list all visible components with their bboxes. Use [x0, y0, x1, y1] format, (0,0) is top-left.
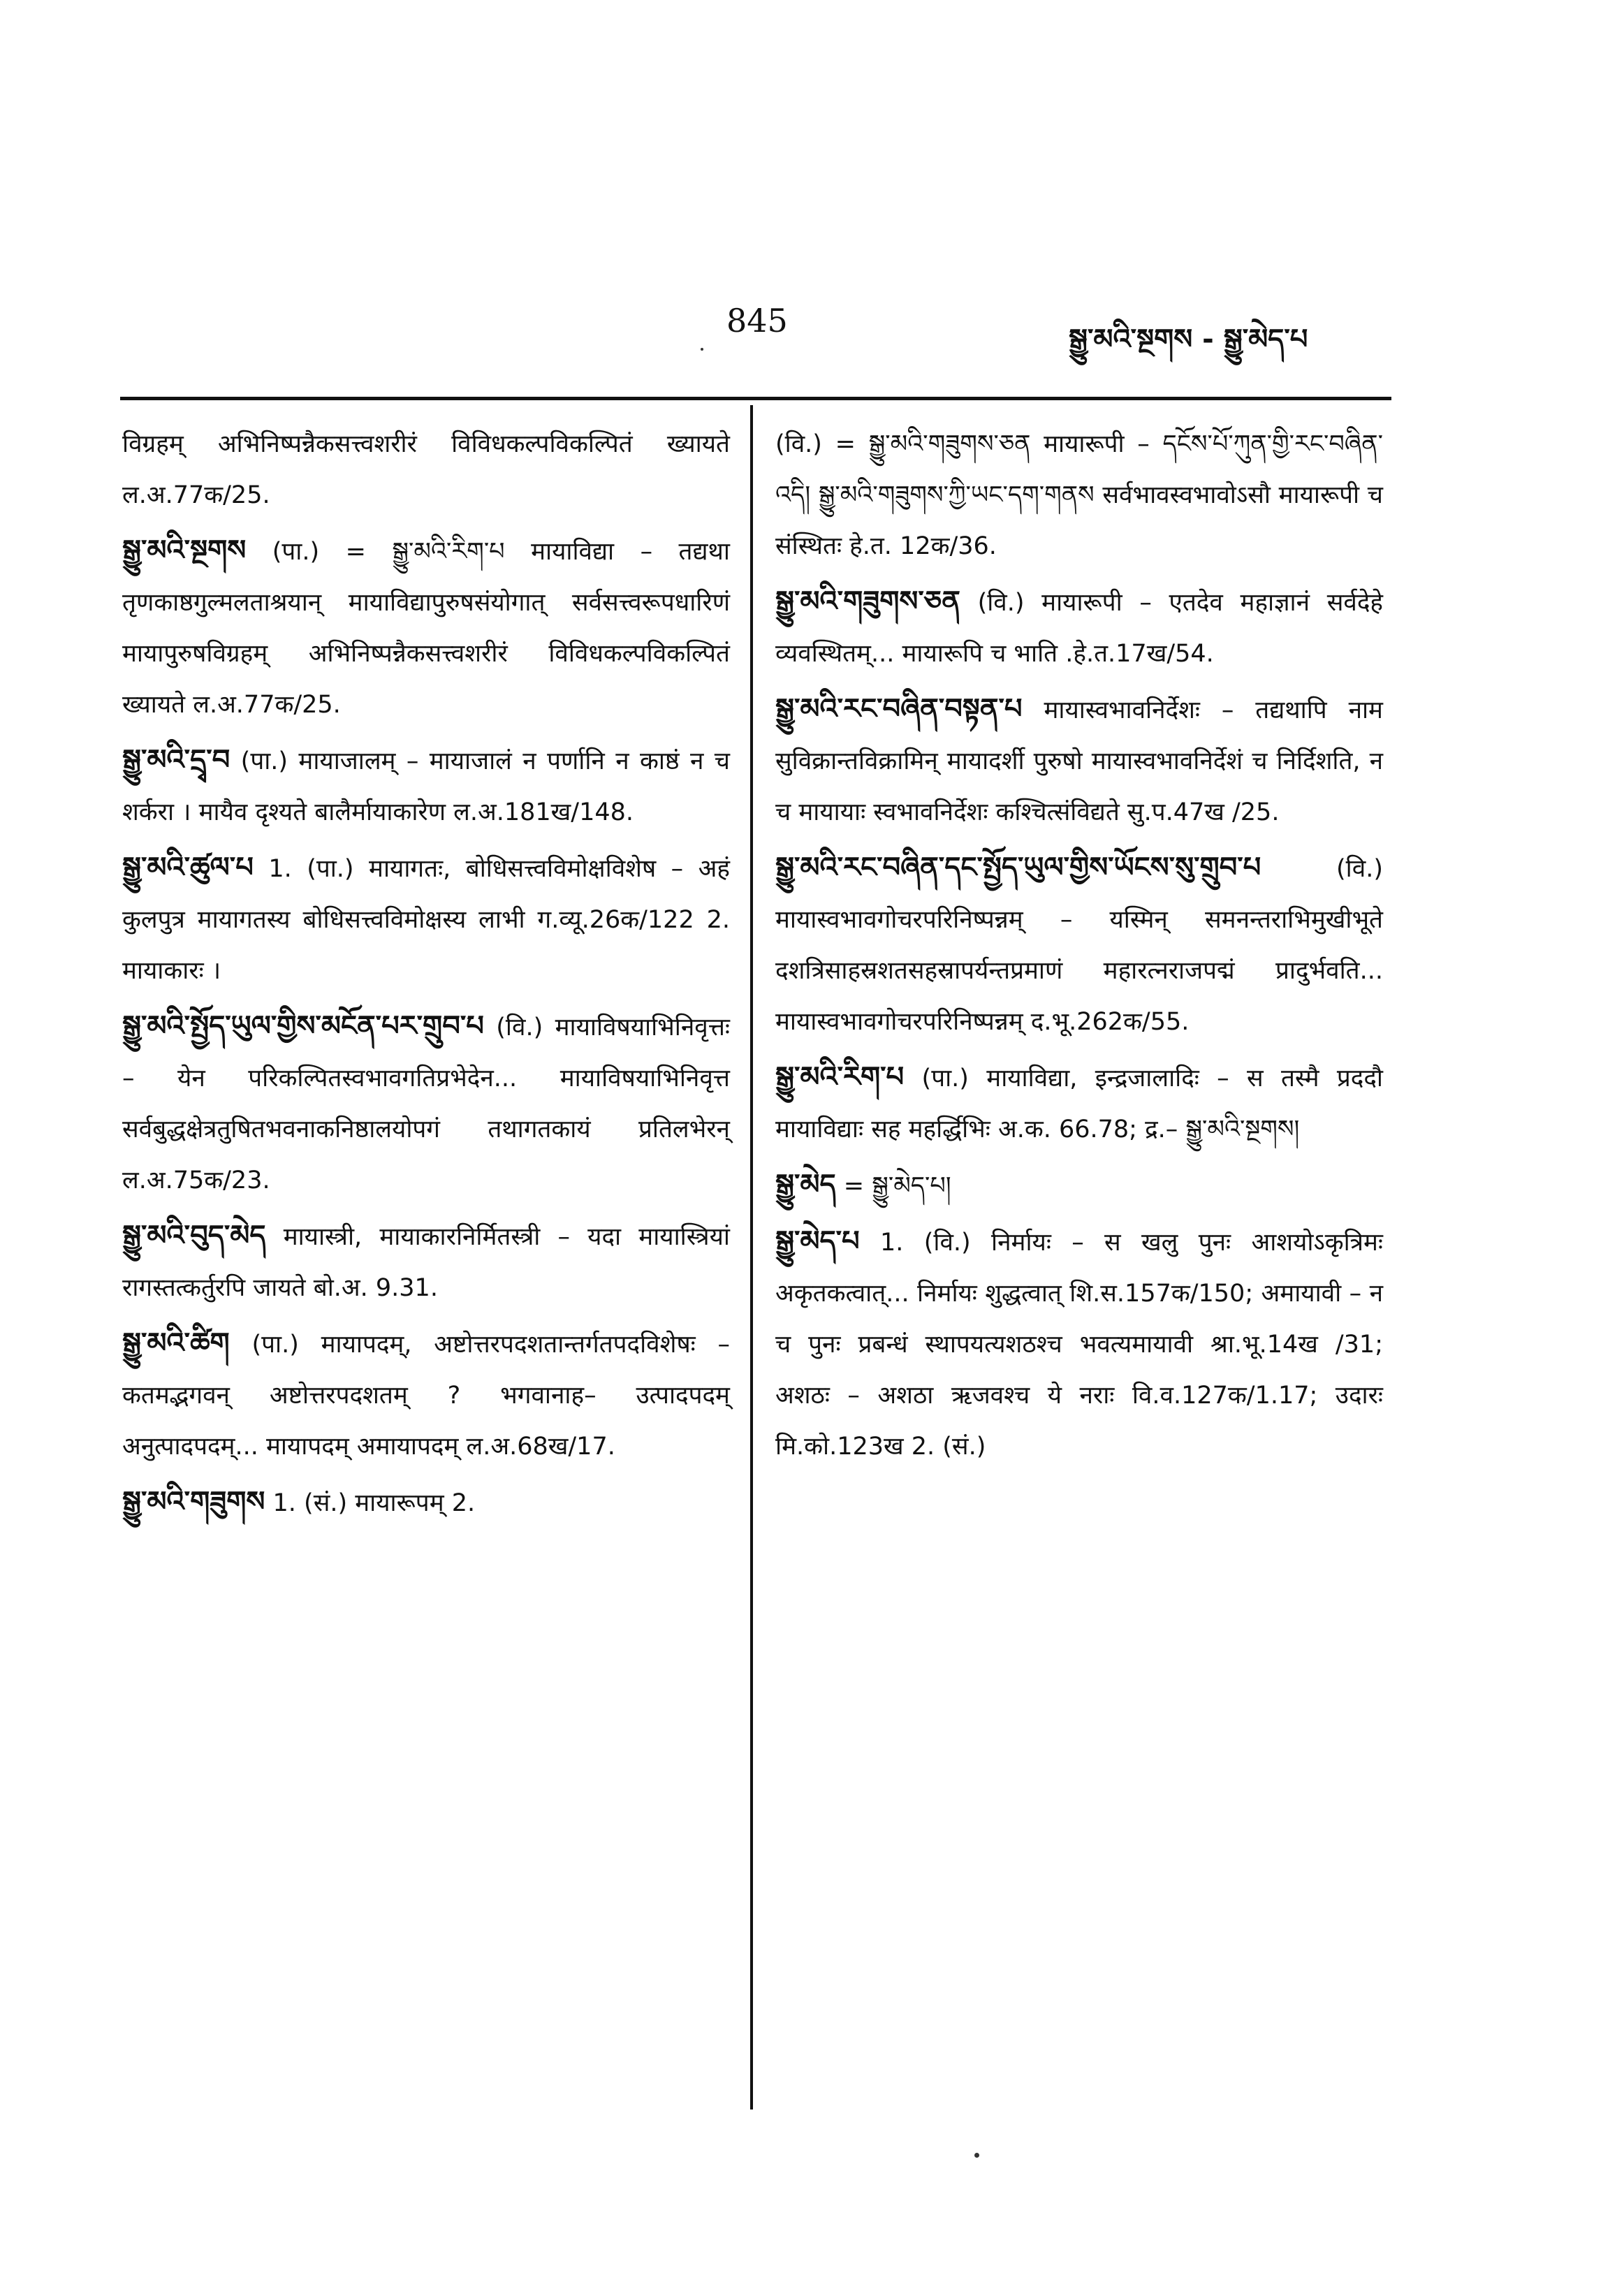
entry-headword: སྒྱུ་མེད་པ [775, 1225, 860, 1257]
entry-text: (पा.) = སྒྱུ་མའི་རིག་པ मायाविद्या – तद्यथा तृणकाष्ठगुल्मलताश्रयान् मायाविद्यापुरुषसंयोगात् सर्वसत्त्वरूपधारिणं मायापुरुषविग्रहम् अभिनिष्पन्नैकसत्त्वशरीरं विविधकल्पविकल्पितं ख्यायते ल.अ.77क/25. [122, 538, 730, 719]
dictionary-entry [122, 1477, 730, 1529]
entry-headword: སྒྱུ་མའི་རང་བཞིན་བསྟན་པ [775, 693, 1023, 725]
top-mark [701, 348, 703, 351]
entry-headword: སྒྱུ་མའི་རང་བཞིན་དང་སྤྱོད་ཡུལ་གྱིས་ཡོངས་སུ་གྲུབ་པ [775, 851, 1261, 884]
running-head: སྒྱུ་མའི་སྔགས - སྒྱུ་མེད་པ [1069, 323, 1308, 356]
dictionary-entry [775, 1216, 1383, 1472]
entry-text: विग्रहम् अभिनिष्पन्नैकसत्त्वशरीरं विविधकल्पविकल्पितं ख्यायते ल.अ.77क/25. [122, 430, 730, 509]
entry-text: मायास्त्री, मायाकारनिर्मितस्त्री – यदा मायास्त्रियां रागस्तत्कर्तुरपि जायते बो.अ. 9.31. [122, 1223, 730, 1302]
dictionary-entry [122, 735, 730, 838]
column-divider [750, 405, 753, 2109]
entry-headword: སྒྱུ་མའི་གཟུགས་ཅན [775, 585, 960, 617]
dictionary-entry [122, 419, 730, 521]
entry-text: 1. (पा.) मायागतः, बोधिसत्त्वविमोक्षविशेष – अहं कुलपुत्र मायागतस्य बोधिसत्त्वविमोक्षस्य लाभी ग.व्यू.26क/122 2. मायाकारः । [122, 855, 730, 985]
entry-text: (वि.) मायारूपी – एतदेव महाज्ञानं सर्वदेहे व्यवस्थितम्... मायारूपि च भाति .हे.त.17ख/54. [775, 589, 1383, 668]
dictionary-entry [775, 419, 1383, 572]
bottom-mark [974, 2153, 979, 2158]
dictionary-entry [775, 1160, 1383, 1212]
dictionary-entry [775, 1052, 1383, 1155]
left-column [122, 419, 730, 1533]
dictionary-entry [775, 576, 1383, 680]
entry-headword: སྒྱུ་མའི་རིག་པ [775, 1061, 905, 1093]
entry-text: (पा.) मायापदम्, अष्टोत्तरपदशतान्तर्गतपदविशेषः – कतमद्भगवन् अष्टोत्तरपदशतम् ? भगवानाह– उत्पादपदम् अनुत्पादपदम्... मायापदम् अमायापदम् ल.अ.68ख/17. [122, 1331, 730, 1461]
entry-headword: སྒྱུ་མའི་སྔགས [122, 534, 247, 566]
page-number: 845 [726, 302, 788, 339]
entry-text: 1. (वि.) निर्मायः – स खलु पुनः आशयोऽकृत्रिमः अकृतकत्वात्... निर्मायः शुद्धत्वात् शि.स.157क/150; अमायावी – न च पुनः प्रबन्धं स्थापयत्यशठश्च भवत्यमायावी श्रा.भू.14ख /31; अशठः – अशठा ऋजवश्च ये नराः वि.व.127क/1.17; उदारः मि.को.123ख 2. (सं.) [775, 1229, 1383, 1461]
entry-text: = སྒྱུ་མེད་པ། [843, 1172, 951, 1200]
entry-text: (पा.) मायाजालम् – मायाजालं न पर्णानि न काष्ठं न च शर्करा । मायैव दृश्यते बालैर्मायाकारेण ल.अ.181ख/148. [122, 747, 730, 826]
entry-text: मायास्वभावनिर्देशः – तद्यथापि नाम सुविक्रान्तविक्रामिन् मायादर्शी पुरुषो मायास्वभावनिर्देशं च निर्दिशति, न च मायायाः स्वभावनिर्देशः कश्चित्संविद्यते सु.प.47ख /25. [775, 696, 1383, 826]
dictionary-entry [122, 842, 730, 997]
entry-text: (वि.) मायास्वभावगोचरपरिनिष्पन्नम् – यस्मिन् समनन्तराभिमुखीभूते दशत्रिसाहस्रशतसहस्रापर्यन्तप्रमाणं महारत्नराजपद्मं प्रादुर्भवति... मायास्वभावगोचरपरिनिष्पन्नम् द.भू.262क/55. [775, 855, 1383, 1036]
entry-text: 1. (सं.) मायारूपम् 2. [272, 1489, 476, 1517]
entry-headword: སྒྱུ་མའི་གཟུགས [122, 1486, 265, 1518]
entry-text: (पा.) मायाविद्या, इन्द्रजालादिः – स तस्मै प्रददौ मायाविद्याः सह महर्द्धिभिः अ.क. 66.78; द्र.– སྒྱུ་མའི་སྔགས། [775, 1065, 1383, 1143]
header-rule [120, 397, 1391, 400]
entry-headword: སྒྱུ་མའི་ཚིག [122, 1327, 230, 1359]
entry-headword: སྒྱུ་མའི་བུད་མེད [122, 1220, 266, 1252]
dictionary-entry [122, 1001, 730, 1206]
dictionary-entry [122, 1318, 730, 1472]
entry-headword: སྒྱུ་མའི་ཚུལ་པ [122, 851, 254, 884]
right-column [775, 419, 1383, 1477]
dictionary-entry [122, 1211, 730, 1314]
dictionary-entry [775, 684, 1383, 838]
dictionary-entry [775, 842, 1383, 1048]
entry-text: (वि.) मायाविषयाभिनिवृत्तः – येन परिकल्पितस्वभावगतिप्रभेदेन... मायाविषयाभिनिवृत्त सर्वबुद्धक्षेत्रतुषितभवनाकनिष्ठालयोपगं तथागतकायं प्रतिलभेरन् ल.अ.75क/23. [122, 1014, 730, 1194]
entry-headword: སྒྱུ་མའི་སྤྱོད་ཡུལ་གྱིས་མངོན་པར་གྲུབ་པ [122, 1010, 484, 1042]
dictionary-entry [122, 525, 730, 731]
entry-headword: སྒྱུ་མའི་དྲྭ་བ [122, 744, 231, 776]
entry-text: (वि.) = སྒྱུ་མའི་གཟུགས་ཅན मायारूपी – དངོས་པོ་ཀུན་གྱི་རང་བཞིན་འདི། སྒྱུ་མའི་གཟུགས་ཀྱི་ཡང་དག་གནས सर्वभावस्वभावोऽसौ मायारूपी च संस्थितः हे.त. 12क/36. [775, 430, 1383, 560]
entry-headword: སྒྱུ་མེད [775, 1169, 836, 1201]
